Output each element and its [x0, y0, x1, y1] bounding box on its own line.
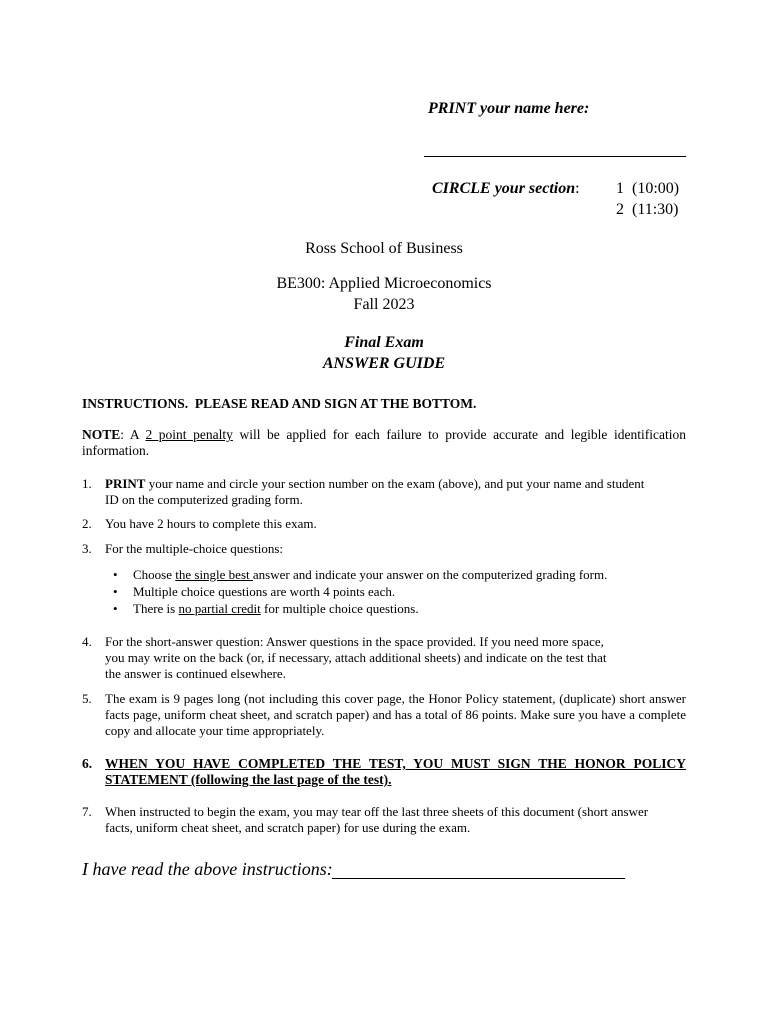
item-6-end: .: [388, 772, 392, 787]
item-number: 7.: [82, 804, 92, 819]
bullet-item: [113, 600, 607, 617]
circle-section-label: [432, 180, 580, 198]
note-post: will be applied for each failure to provide accurate and legible identification information.: [82, 427, 686, 458]
circle-section-colon: :: [575, 180, 580, 197]
item-number: 3.: [82, 541, 92, 556]
section-option-1[interactable]: 1 (10:00): [616, 180, 680, 197]
instruction-item-1: [82, 476, 686, 508]
bullet-text: Multiple choice questions are worth 4 points each.: [133, 584, 396, 599]
item-number: 4.: [82, 634, 92, 649]
bullet-item: [113, 566, 607, 583]
item-1-text-a: your name and circle your section number on the exam (above), and put your name and student: [145, 476, 645, 491]
item-6-text: WHEN YOU HAVE COMPLETED THE TEST, YOU MUST SIGN THE HONOR POLICY STATEMENT (following the last page of the test): [105, 756, 686, 787]
item-7-line-a: When instructed to begin the exam, you may tear off the last three sheets of this document (short answer: [105, 804, 649, 819]
instruction-item-7: [82, 804, 686, 836]
note-penalty: 2 point penalty: [145, 427, 233, 442]
item-number: 6.: [82, 756, 93, 771]
item-2-text: You have 2 hours to complete this exam.: [105, 516, 317, 531]
multiple-choice-bullets: [113, 566, 607, 617]
item-1-text-b: ID on the computerized grading form.: [105, 492, 303, 507]
instruction-item-4: [82, 634, 686, 682]
circle-section-text: CIRCLE your section: [432, 180, 576, 197]
bullet-text: answer and indicate your answer on the computerized grading form.: [252, 567, 608, 582]
instruction-item-3: [82, 541, 686, 557]
course-title: BE300: Applied Microeconomics: [276, 275, 492, 292]
bullet-text: Choose: [133, 567, 176, 582]
term: Fall 2023: [353, 296, 415, 313]
item-4-line-a: For the short-answer question: Answer questions in the space provided. If you need more space,: [105, 634, 604, 649]
note-paragraph: [82, 427, 686, 475]
item-4-line-b: you may write on the back (or, if necessary, attach additional sheets) and indicate on the test that: [105, 650, 607, 665]
item-5-text: The exam is 9 pages long (not including this cover page, the Honor Policy statement, (duplicate) short answer facts page, uniform cheat sheet, and scratch paper) and has a total of 86 points. Make sure you have a complete copy and allocate your time appropriately.: [105, 691, 686, 738]
bullet-text: for multiple choice questions.: [260, 601, 419, 616]
note-pre: : A: [120, 427, 146, 442]
print-name-label: PRINT your name here:: [428, 100, 590, 117]
school-name: Ross School of Business: [305, 240, 463, 257]
instruction-item-5: [82, 691, 686, 739]
item-number: 1.: [82, 476, 92, 491]
signature-line[interactable]: [332, 878, 625, 879]
bullet-item: [113, 583, 607, 600]
bullet-icon: •: [113, 584, 118, 599]
exam-title: Final Exam: [344, 334, 424, 351]
item-3-text: For the multiple-choice questions:: [105, 541, 283, 556]
section-option-2[interactable]: 2 (11:30): [616, 201, 679, 218]
name-write-line[interactable]: [424, 156, 686, 157]
item-number: 5.: [82, 691, 92, 706]
acknowledgement-label: I have read the above instructions:: [82, 859, 333, 879]
instruction-item-6: [82, 756, 686, 788]
item-number: 2.: [82, 516, 92, 531]
bullet-icon: •: [113, 601, 118, 616]
instruction-item-2: [82, 516, 686, 532]
note-label: NOTE: [82, 427, 121, 442]
bullet-icon: •: [113, 567, 118, 582]
bullet-underlined: no partial credit: [178, 601, 261, 616]
item-4-line-c: the answer is continued elsewhere.: [105, 666, 286, 681]
item-1-bold: PRINT: [105, 476, 146, 491]
bullet-text: There is: [133, 601, 179, 616]
bullet-underlined: the single best: [175, 567, 253, 582]
item-7-line-b: facts, uniform cheat sheet, and scratch paper) for use during the exam.: [105, 820, 471, 835]
answer-guide-title: ANSWER GUIDE: [322, 355, 446, 372]
instructions-heading: INSTRUCTIONS. PLEASE READ AND SIGN AT THE BOTTOM.: [82, 396, 477, 411]
